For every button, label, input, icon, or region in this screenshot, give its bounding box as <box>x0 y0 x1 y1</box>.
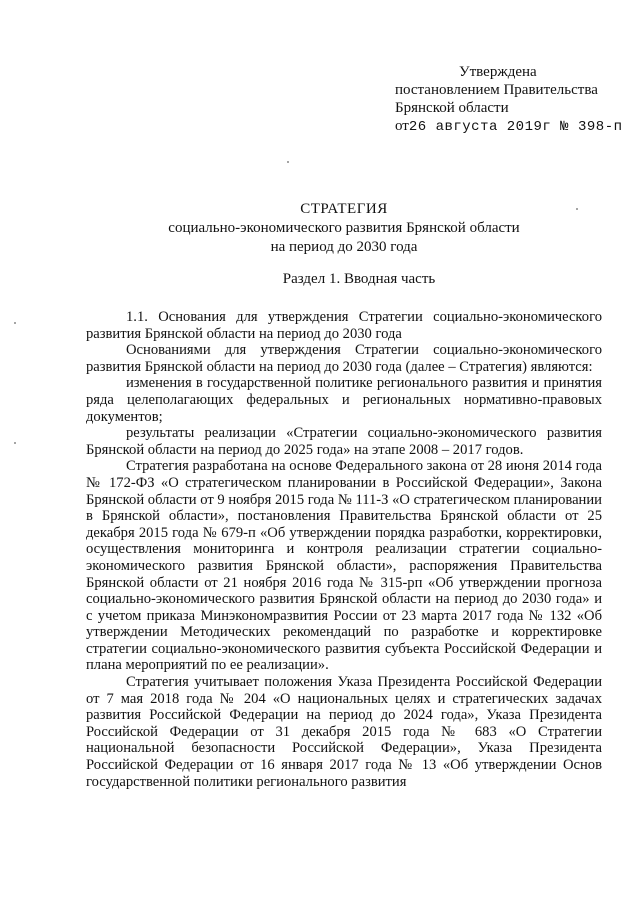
section-title: Раздел 1. Вводная часть <box>282 271 436 287</box>
paragraph-grounds: Основаниями для утверждения Стратегии социально-экономического развития Брянской области на период до 2030 года (далее – Стратегия) являются: <box>86 342 602 375</box>
scan-speck <box>287 161 289 163</box>
scan-speck <box>576 208 578 210</box>
paragraph-legal-basis: Стратегия разработана на основе Федерального закона от 28 июня 2014 года № 172-ФЗ «О стратегическом планировании в Российской Федерации», Закона Брянской области от 9 ноября 2015 года № 111-З «О стратегическом планировании в Брянской области», постановления Правительства Брянской области от 25 декабря 2015 года № 679-п «Об утверждении порядка разработки, корректировки, осуществления мониторинга и контроля реализации стратегии социально-экономического развития Брянской области», распоряжения Правительства Брянской области от 21 ноября 2016 года № 315-рп «Об утверждении прогноза социально-экономического развития Брянской области на период до 2030 года» и с учетом приказа Минэкономразвития России от 23 марта 2017 года № 132 «Об утверждении Методических рекомендаций по разработке и корректировке стратегии социально-экономического развития субъекта Российской Федерации и плана мероприятий по ее реализации». <box>86 458 602 674</box>
document-title <box>0 200 640 257</box>
approval-stamp <box>395 63 635 136</box>
approval-line-date <box>395 117 635 136</box>
title-heading: СТРАТЕГИЯ <box>300 201 388 217</box>
approval-line-region: Брянской области <box>395 100 509 116</box>
paragraph-policy-changes: изменения в государственной политике регионального развития и принятия ряда целеполагающих федеральных и региональных нормативно-правовых документов; <box>86 375 602 425</box>
approval-date-number: 26 августа 2019г № 398-п <box>408 119 623 135</box>
scan-speck <box>14 322 16 324</box>
paragraph-1-1: 1.1. Основания для утверждения Стратегии социально-экономического развития Брянской области на период до 2030 года <box>86 309 602 342</box>
paragraph-presidential-decrees: Стратегия учитывает положения Указа Президента Российской Федерации от 7 мая 2018 года № 204 «О национальных целях и стратегических задачах развития Российской Федерации на период до 2024 года», Указа Президента Российской Федерации от 31 декабря 2015 года № 683 «О Стратегии национальной безопасности Российской Федерации», Указа Президента Российской Федерации от 16 января 2017 года № 13 «Об утверждении Основ государственной политики регионального развития <box>86 674 602 790</box>
approval-date-prefix: от <box>395 118 409 134</box>
scan-speck <box>14 442 16 444</box>
approval-line-approved: Утверждена <box>459 64 537 80</box>
title-subtitle-line1: социально-экономического развития Брянской области <box>168 220 520 236</box>
title-subtitle-line2: на период до 2030 года <box>270 239 418 255</box>
body-text <box>86 309 602 790</box>
approval-line-decree: постановлением Правительства <box>395 82 598 98</box>
paragraph-results: результаты реализации «Стратегии социально-экономического развития Брянской области на период до 2025 года» на этапе 2008 – 2017 годов. <box>86 425 602 458</box>
